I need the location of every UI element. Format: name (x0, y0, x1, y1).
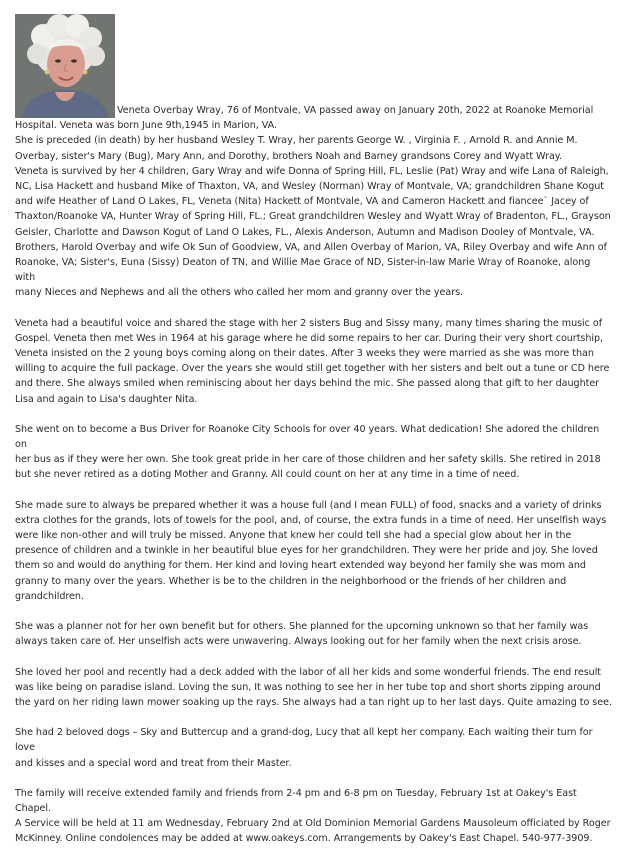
paragraph-music: Veneta had a beautiful voice and shared the stage with her 2 sisters Bug and Sissy many, many times sharing the music of Gospel. Veneta then met Wes in 1964 at his garage where he did some repairs to her car. During their very short courtship, Veneta insisted on the 2 young boys coming along on their dates. After 3 weeks they were married as she was more than willing to acquire the full package. Over the years she would still get together with her sisters and belt out a tune or CD here and there. She always smiled when reminiscing about her days behind the mic. She passed along that gift to her daughter Lisa and again to Lisa's daughter Nita. (15, 317, 610, 405)
obituary-document (15, 14, 613, 862)
paragraph-services: The family will receive extended family and friends from 2-4 pm and 6-8 pm on Tuesday, February 1st at Oakey's East Chapel. A Service will be held at 11 am Wednesday, February 2nd at Old Dominion Memorial Gardens Mausoleum officiated by Roger McKinney. Online condolences may be added at www.oakeys.com. Arrangements by Oakey's East Chapel. 540-977-3909. (15, 787, 611, 845)
paragraph-planner: She was a planner not for her own benefit but for others. She planned for the upcoming unknown so that her family was always taken care of. Her unselfish acts were unwavering. Always looking out for her family when the next crisis arose. (15, 621, 589, 648)
paragraph-prepared: She made sure to always be prepared whether it was a house full (and I mean FULL) of food, snacks and a variety of drinks extra clothes for the grands, lots of towels for the pool, and, of course, the extra funds in a time of need. Her unselfish ways were like non-other and will truly be missed. Anyone that knew her could tell she had a special glow about her in the presence of children and a twinkle in her beautiful blue eyes for her grandchildren. They were her pride and joy. She loved them so and would do anything for them. Her kind and loving heart extended way beyond her family she was mom and granny to many over the years. Whether is be to the children in the neighborhood or the friends of her children and grandchildren. (15, 499, 607, 602)
paragraph-bus-driver: She went on to become a Bus Driver for Roanoke City Schools for over 40 years. What dedication! She adored the children on her bus as if they were her own. She took great pride in her care of those children and her safety skills. She retired in 2018 but she never retired as a doting Mother and Granny. All could count on her at any time in a time of need. (15, 423, 601, 481)
intro-first-line: Veneta Overbay Wray, 76 of Montvale, VA passed away on January 20th, 2022 at Roanoke Memorial (117, 105, 594, 116)
paragraph-dogs: She had 2 beloved dogs – Sky and Buttercup and a grand-dog, Lucy that all kept her company. Each waiting their turn for love and kisses and a special word and treat from their Master. (15, 727, 593, 769)
portrait-photo (15, 14, 115, 118)
paragraph-pool: She loved her pool and recently had a deck added with the labor of all her kids and some wonderful friends. The end result was like being on paradise island. Loving the sun, It was nothing to see her in her tube top and short shorts zipping around the yard on her riding lawn mower soaking up the rays. She always had a tan right up to her last days. Quite amazing to see. (15, 666, 612, 708)
intro-paragraph: Hospital. Veneta was born June 9th,1945 in Marion, VA. She is preceded (in death) by her husband Wesley T. Wray, her parents George W. , Virginia F. , Arnold R. and Annie M. Overbay, sister's Mary (Bug), Mary Ann, and Dorothy, brothers Noah and Barney grandsons Corey and Wyatt Wray. Veneta is survived by her 4 children, Gary Wray and wife Donna of Spring Hill, FL, Leslie (Pat) Wray and wife Lana of Raleigh, NC, Lisa Hackett and husband Mike of Thaxton, VA, and Wesley (Norman) Wray of Montvale, VA; grandchildren Shane Kogut and wife Heather of Land O Lakes, FL, Veneta (Nita) Hackett of Montvale, VA and Cameron Hackett and fiancee` Jacey of Thaxton/Roanoke VA, Hunter Wray of Spring Hill, FL.; Great grandchildren Wesley and Wyatt Wray of Bradenton, FL., Grayson Geisler, Charlotte and Dawson Kogut of Land O Lakes, FL., Alexis Anderson, Autumn and Madison Dooley of Montvale, VA. Brothers, Harold Overbay and wife Ok Sun of Goodview, VA, and Allen Overbay of Marion, VA, Riley Overbay and wife Ann of Roanoke, VA; Sister's, Euna (Sissy) Deaton of TN, and Willie Mae Grace of ND, Sister-in-law Marie Wray of Roanoke, along with many Nieces and Nephews and all the others who called her mom and granny over the years. (15, 120, 611, 299)
